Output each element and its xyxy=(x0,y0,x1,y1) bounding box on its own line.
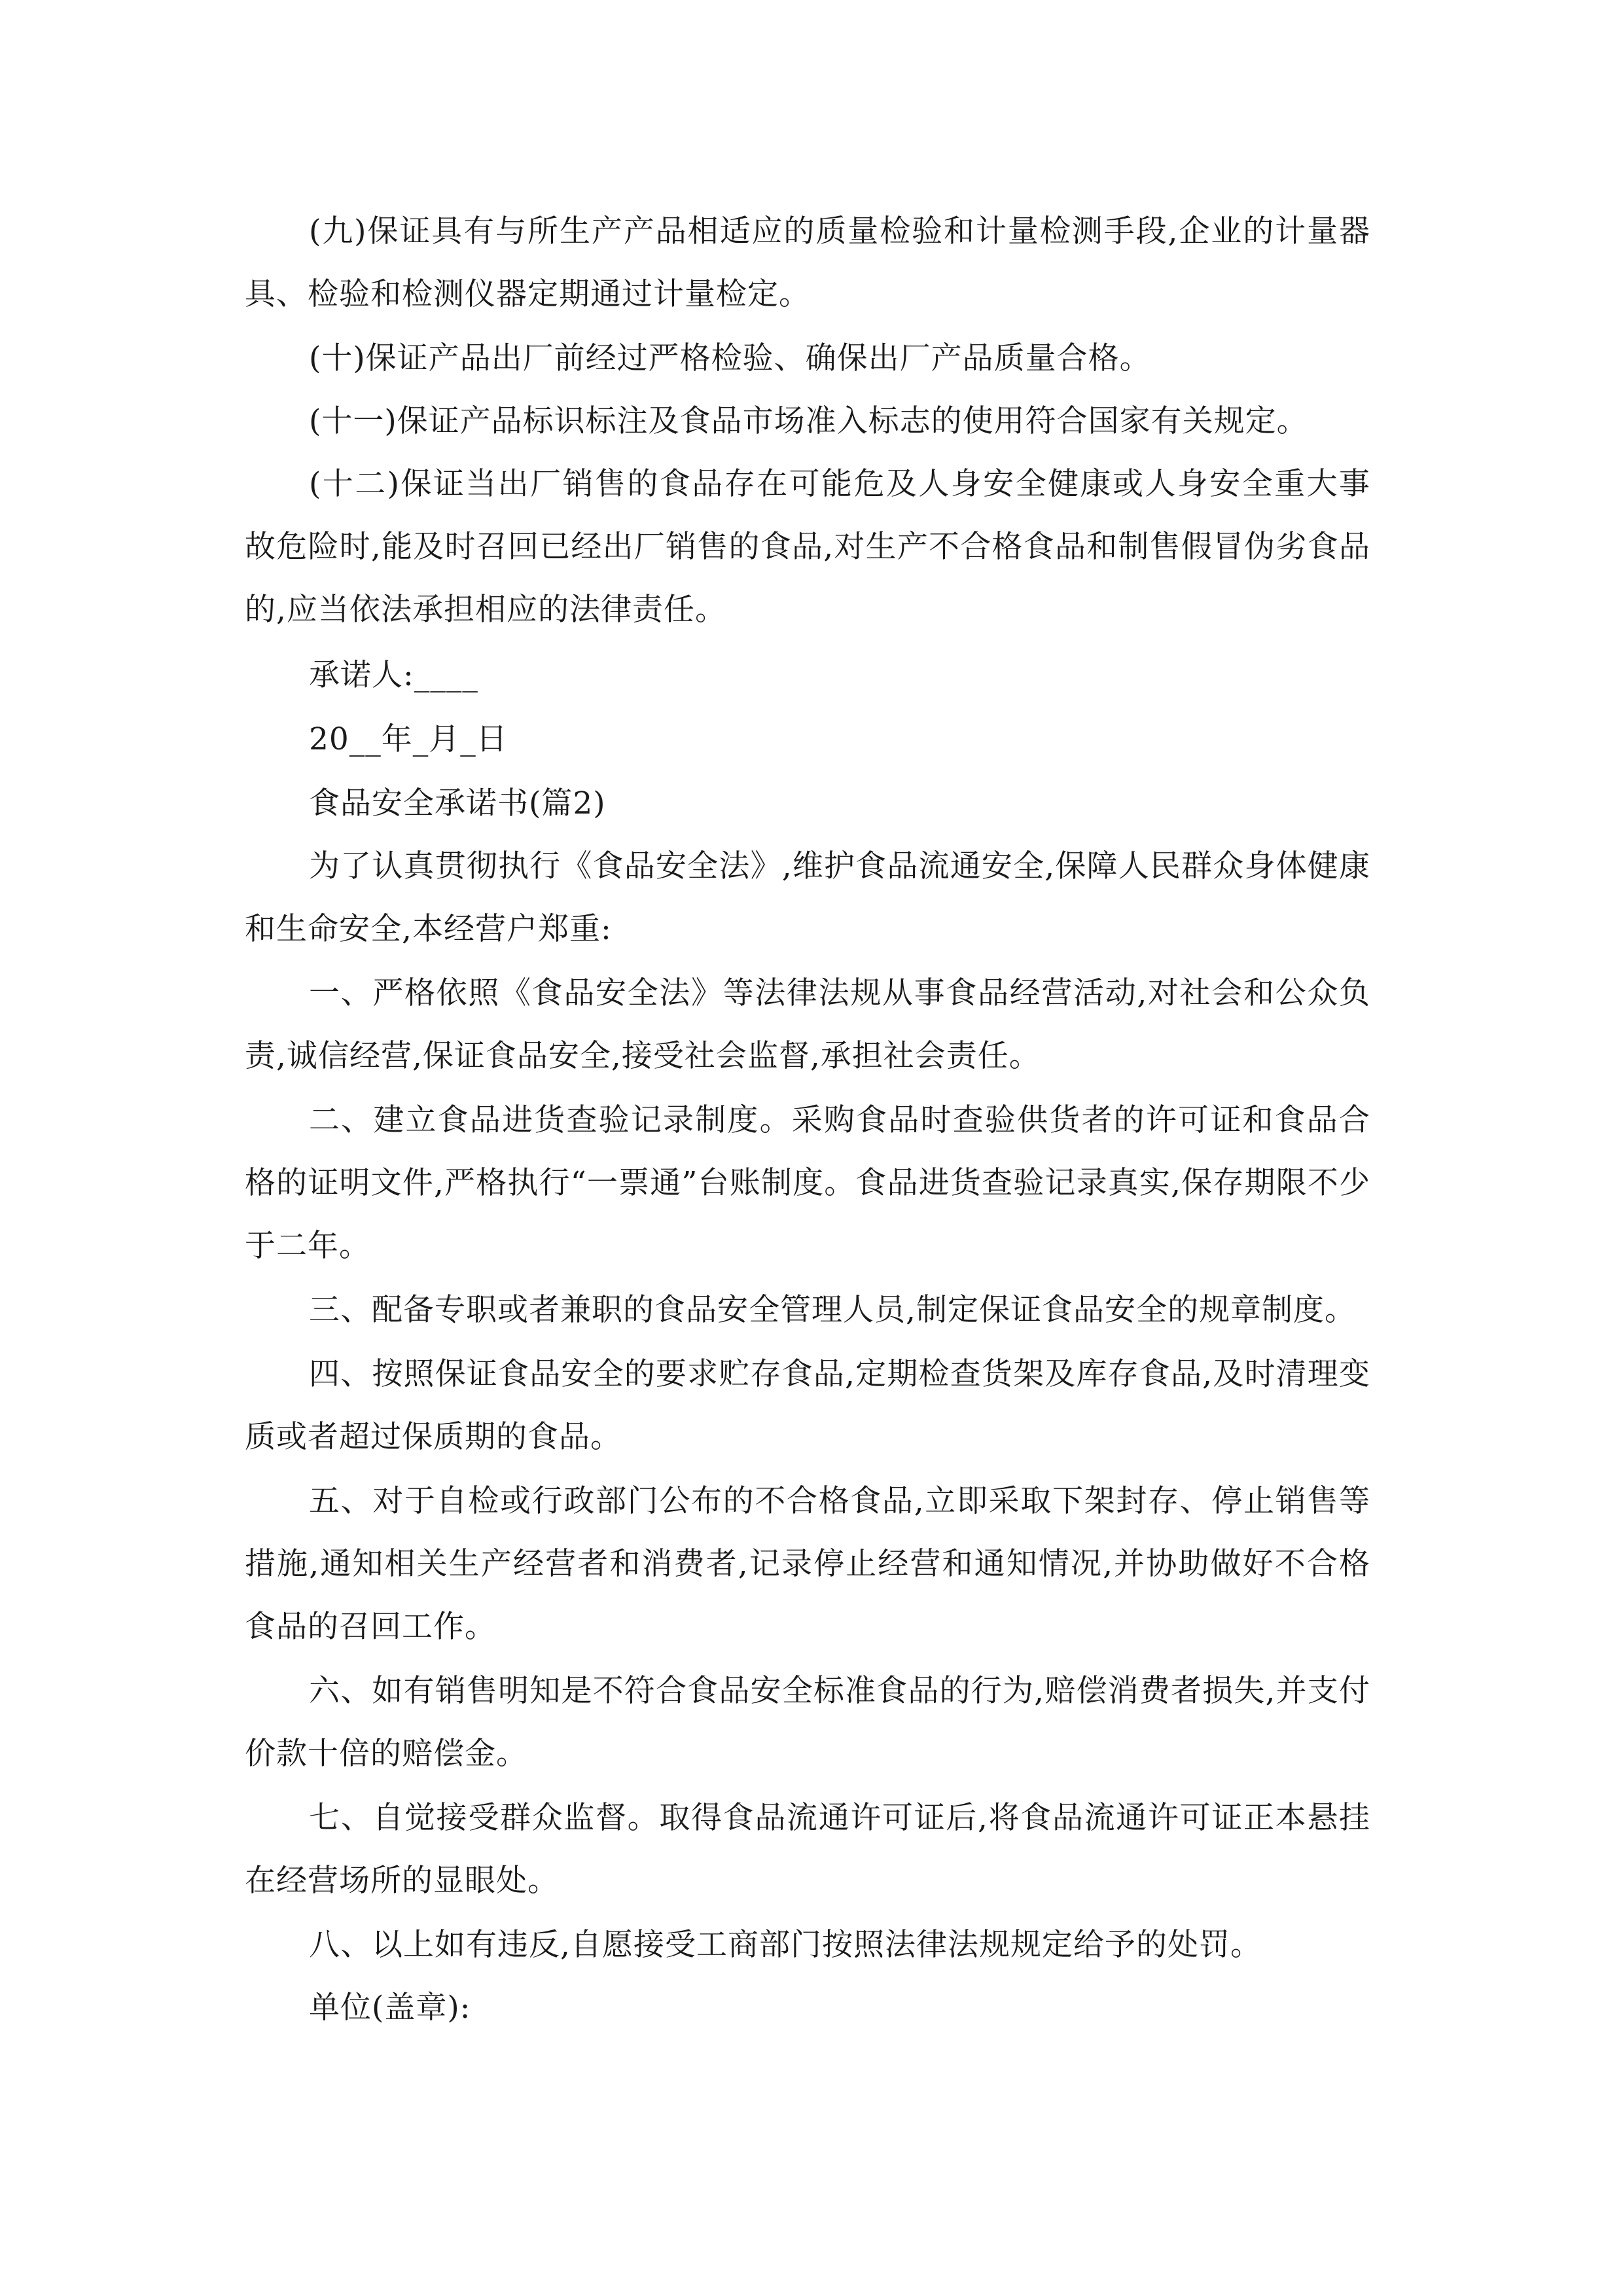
clause-7: 七、自觉接受群众监督。取得食品流通许可证后,将食品流通许可证正本悬挂在经营场所的显眼处。 xyxy=(245,1800,1370,1899)
clause-3: 三、配备专职或者兼职的食品安全管理人员,制定保证食品安全的规章制度。 xyxy=(309,1292,1356,1328)
paragraph-item-11: (十一)保证产品标识标注及食品市场准入标志的使用符合国家有关规定。 xyxy=(309,403,1308,439)
date-line: 20__年_月_日 xyxy=(309,721,508,757)
clause-6: 六、如有销售明知是不符合食品安全标准食品的行为,赔偿消费者损失,并支付价款十倍的赔偿金。 xyxy=(245,1673,1370,1772)
paragraph-item-9: (九)保证具有与所生产产品相适应的质量检验和计量检测手段,企业的计量器具、检验和检测仪器定期通过计量检定。 xyxy=(245,213,1370,312)
clause-4: 四、按照保证食品安全的要求贮存食品,定期检查货架及库存食品,及时清理变质或者超过保质期的食品。 xyxy=(245,1356,1370,1455)
clause-2: 二、建立食品进货查验记录制度。采购食品时查验供货者的许可证和食品合格的证明文件,严格执行“一票通”台账制度。食品进货查验记录真实,保存期限不少于二年。 xyxy=(245,1102,1370,1264)
clause-1: 一、严格依照《食品安全法》等法律法规从事食品经营活动,对社会和公众负责,诚信经营,保证食品安全,接受社会监督,承担社会责任。 xyxy=(245,975,1370,1074)
unit-seal-line: 单位(盖章): xyxy=(309,1990,471,2026)
paragraph-item-12: (十二)保证当出厂销售的食品存在可能危及人身安全健康或人身安全重大事故危险时,能及时召回已经出厂销售的食品,对生产不合格食品和制售假冒伪劣食品的,应当依法承担相应的法律责任。 xyxy=(245,466,1370,628)
section-title-part2: 食品安全承诺书(篇2) xyxy=(309,785,606,821)
clause-5: 五、对于自检或行政部门公布的不合格食品,立即采取下架封存、停止销售等措施,通知相关生产经营者和消费者,记录停止经营和通知情况,并协助做好不合格食品的召回工作。 xyxy=(245,1483,1370,1645)
intro-paragraph: 为了认真贯彻执行《食品安全法》,维护食品流通安全,保障人民群众身体健康和生命安全,本经营户郑重: xyxy=(245,848,1370,947)
promisor-signature-line: 承诺人:____ xyxy=(309,657,478,693)
paragraph-item-10: (十)保证产品出厂前经过严格检验、确保出厂产品质量合格。 xyxy=(309,340,1151,376)
clause-8: 八、以上如有违反,自愿接受工商部门按照法律法规规定给予的处罚。 xyxy=(309,1927,1262,1963)
